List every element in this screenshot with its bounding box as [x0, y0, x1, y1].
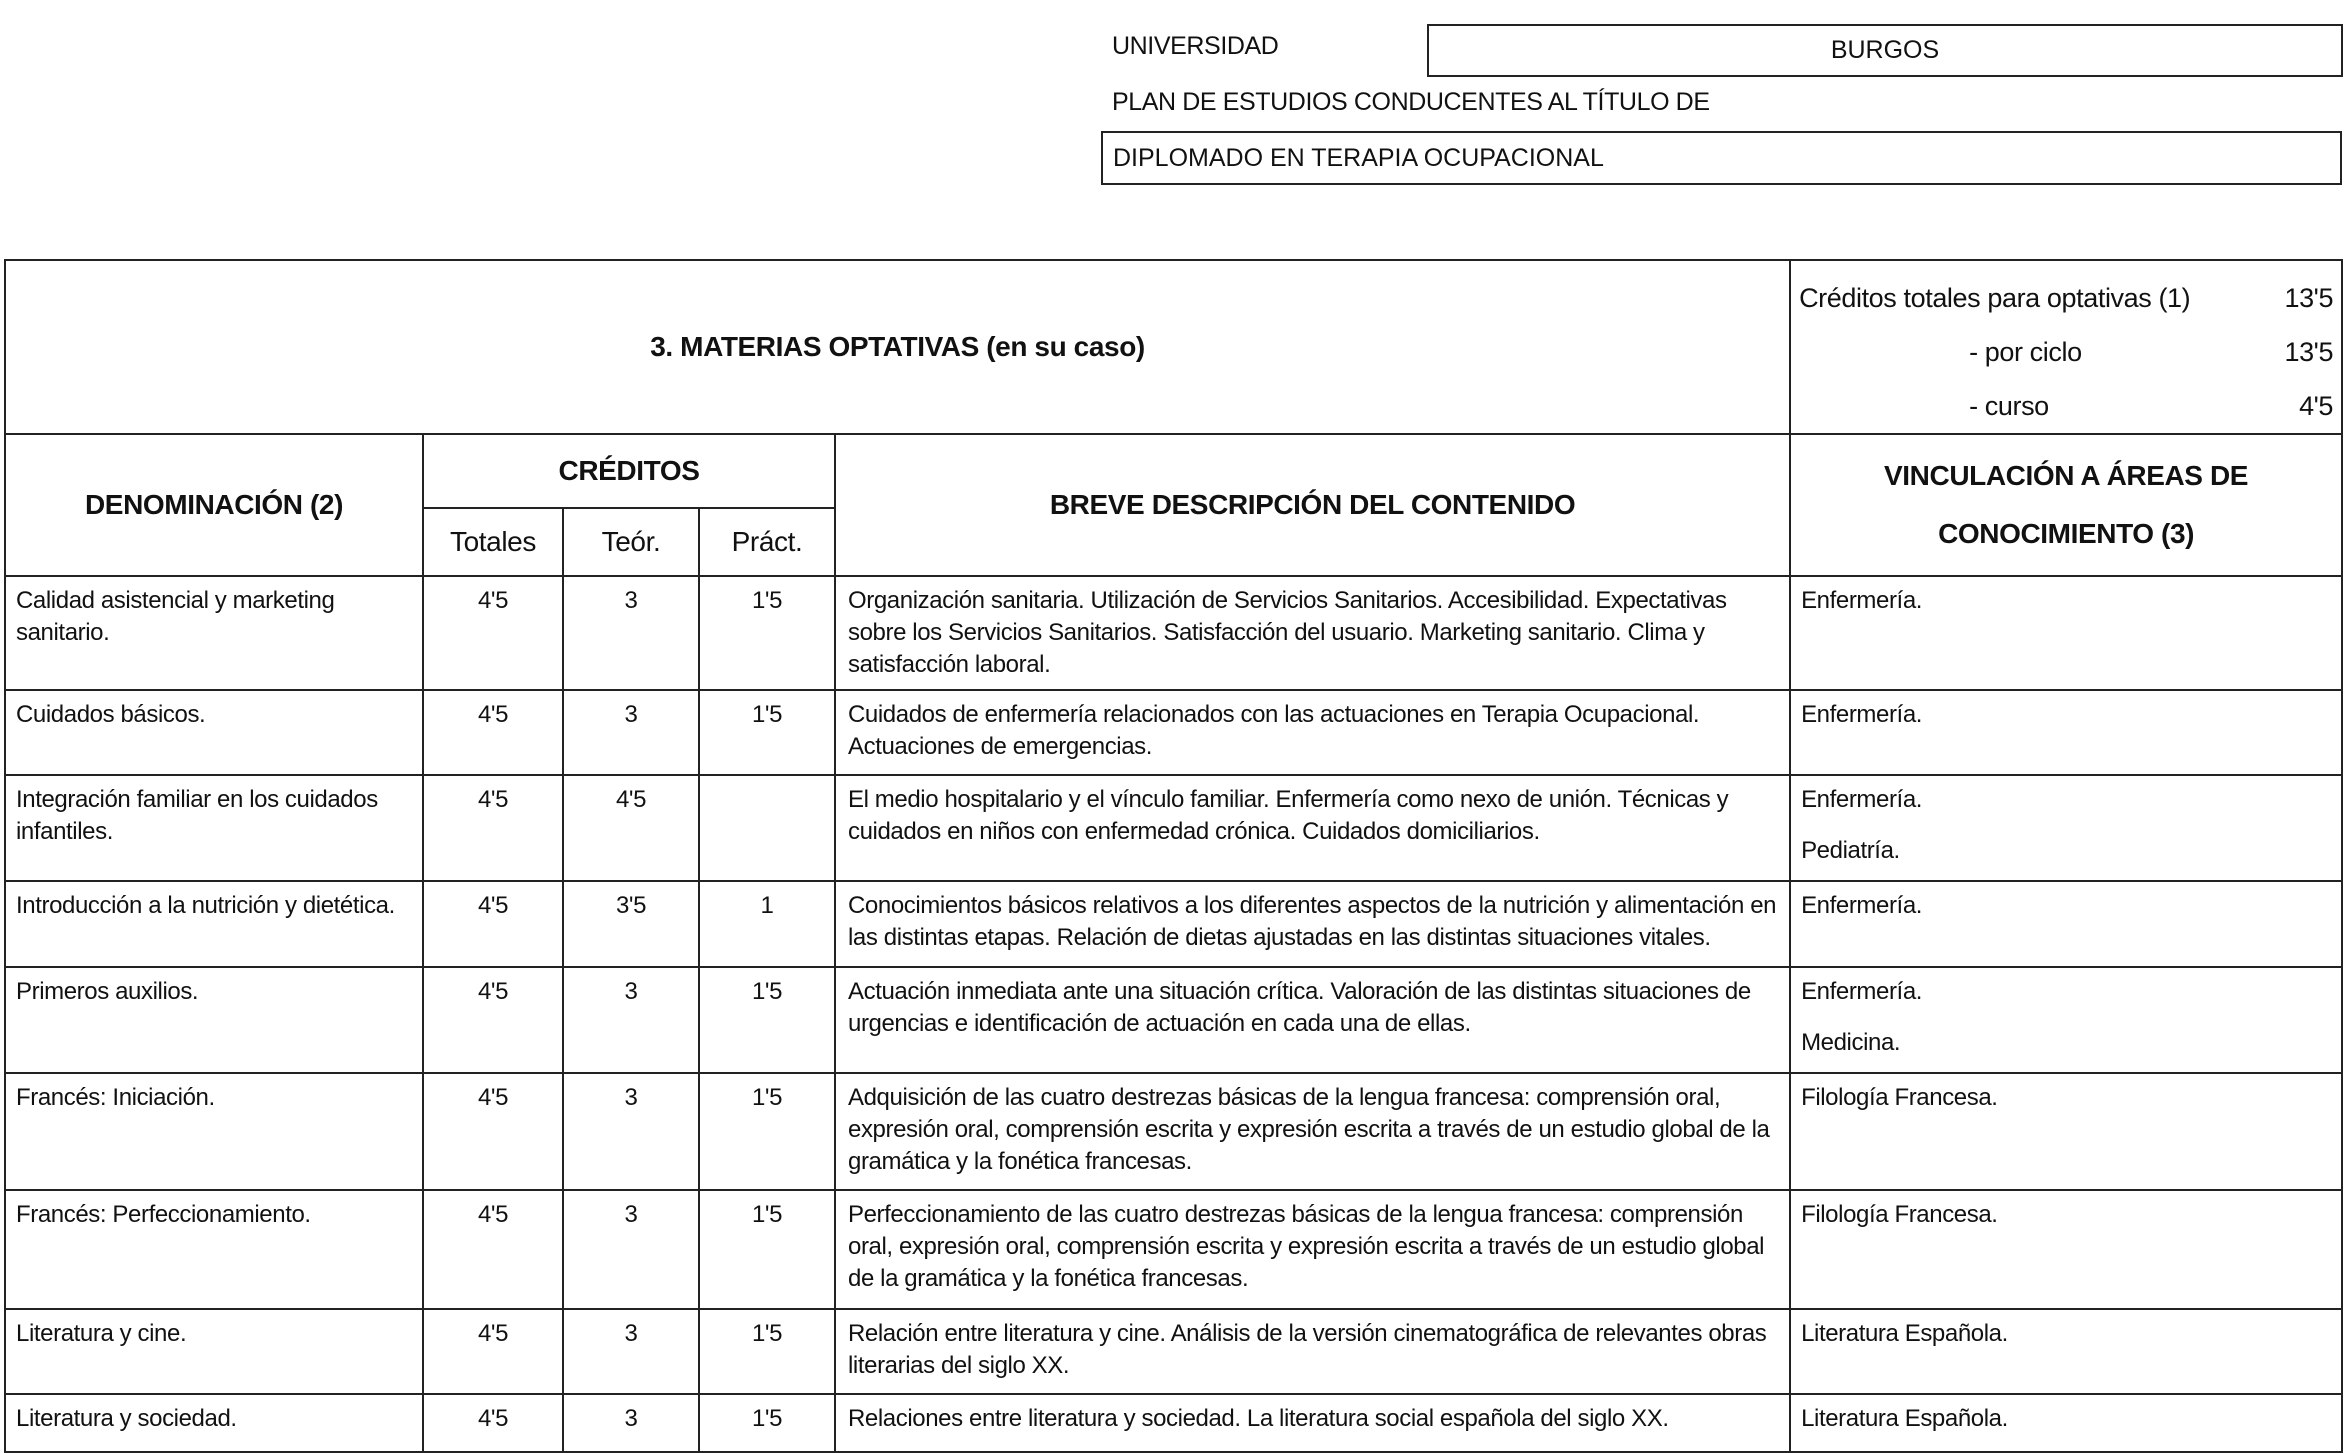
subject-description: Relaciones entre literatura y sociedad. La literatura social española del siglo XX.: [835, 1394, 1790, 1452]
knowledge-areas: [1790, 690, 2342, 775]
credits-per-cycle-row: [1799, 325, 2333, 379]
university-label: UNIVERSIDAD: [1112, 32, 1279, 60]
subject-description: Perfeccionamiento de las cuatro destrezas básicas de la lengua francesa: comprensión oral, expresión oral, comprensión escrita y expresión escrita a través de un estudio global de la gramática y la fonética francesas.: [835, 1190, 1790, 1309]
col-vinculacion: [1790, 434, 2342, 576]
credits-per-course-row: [1799, 379, 2333, 433]
credits-totales: 4'5: [423, 1309, 563, 1394]
subject-description: Relación entre literatura y cine. Análisis de la versión cinematográfica de relevantes obras literarias del siglo XX.: [835, 1309, 1790, 1394]
credits-totales: 4'5: [423, 775, 563, 881]
credits-total-value: 13'5: [2284, 283, 2334, 313]
subject-name: Integración familiar en los cuidados infantiles.: [5, 775, 423, 881]
table-row: [5, 1073, 2342, 1190]
table-row: [5, 967, 2342, 1073]
credits-total-row: [1799, 271, 2333, 325]
knowledge-area: Enfermería.: [1801, 786, 1923, 813]
col-vinculacion-line2: CONOCIMIENTO (3): [1938, 518, 2195, 549]
table-row: [5, 1309, 2342, 1394]
credits-teor: 4'5: [563, 775, 699, 881]
subject-name: Literatura y sociedad.: [5, 1394, 423, 1452]
table-row: [5, 1190, 2342, 1309]
credits-per-cycle-value: 13'5: [2284, 337, 2334, 367]
credits-per-cycle-label: - por ciclo: [1969, 337, 2082, 367]
col-vinculacion-line1: VINCULACIÓN A ÁREAS DE: [1884, 460, 2249, 491]
credits-totales: 4'5: [423, 1190, 563, 1309]
subject-description: Organización sanitaria. Utilización de Servicios Sanitarios. Accesibilidad. Expectativas sobre los Servicios Sanitarios. Satisfacción del usuario. Marketing sanitario. Clima y satisfacción laboral.: [835, 576, 1790, 690]
knowledge-areas: [1790, 1073, 2342, 1190]
knowledge-area: Enfermería.: [1801, 978, 1923, 1005]
knowledge-area: Medicina.: [1801, 1029, 1901, 1056]
subject-name: Introducción a la nutrición y dietética.: [5, 881, 423, 967]
credits-pract: 1'5: [699, 967, 835, 1073]
plan-label: PLAN DE ESTUDIOS CONDUCENTES AL TÍTULO DE: [1112, 88, 1710, 116]
subject-name: Primeros auxilios.: [5, 967, 423, 1073]
subject-name: Calidad asistencial y marketing sanitario.: [5, 576, 423, 690]
credits-pract: [699, 775, 835, 881]
degree-value-box: [1101, 131, 2342, 185]
knowledge-areas: [1790, 967, 2342, 1073]
table-row: [5, 576, 2342, 690]
credits-pract: 1'5: [699, 1394, 835, 1452]
knowledge-area: Literatura Española.: [1801, 1405, 2008, 1432]
subject-name: Francés: Iniciación.: [5, 1073, 423, 1190]
knowledge-areas: [1790, 881, 2342, 967]
col-denominacion: DENOMINACIÓN (2): [5, 434, 423, 576]
optional-subjects-table: [4, 259, 2343, 1453]
credits-totales: 4'5: [423, 1073, 563, 1190]
credits-teor: 3: [563, 1073, 699, 1190]
credits-per-course-value: 4'5: [2299, 391, 2334, 421]
credits-pract: 1'5: [699, 576, 835, 690]
credits-pract: 1'5: [699, 1073, 835, 1190]
credits-totales: 4'5: [423, 576, 563, 690]
subject-description: Cuidados de enfermería relacionados con las actuaciones en Terapia Ocupacional. Actuaciones de emergencias.: [835, 690, 1790, 775]
subject-name: Cuidados básicos.: [5, 690, 423, 775]
credits-teor: 3: [563, 967, 699, 1073]
col-totales: Totales: [423, 508, 563, 576]
credits-totales: 4'5: [423, 1394, 563, 1452]
credits-total-label: Créditos totales para optativas (1): [1799, 283, 2191, 313]
subject-description: Actuación inmediata ante una situación crítica. Valoración de las distintas situaciones de urgencias e identificación de actuación en cada una de ellas.: [835, 967, 1790, 1073]
knowledge-area: Pediatría.: [1801, 837, 1900, 864]
knowledge-areas: [1790, 1394, 2342, 1452]
credits-teor: 3: [563, 1394, 699, 1452]
university-value: BURGOS: [1830, 36, 1940, 64]
knowledge-area: Filología Francesa.: [1801, 1201, 1998, 1228]
credits-totales: 4'5: [423, 690, 563, 775]
col-pract: Práct.: [699, 508, 835, 576]
knowledge-areas: [1790, 775, 2342, 881]
section-title: 3. MATERIAS OPTATIVAS (en su caso): [5, 260, 1790, 434]
credits-teor: 3: [563, 1190, 699, 1309]
table-row: [5, 881, 2342, 967]
credits-totales: 4'5: [423, 881, 563, 967]
subject-name: Literatura y cine.: [5, 1309, 423, 1394]
table-row: [5, 1394, 2342, 1452]
col-descripcion: BREVE DESCRIPCIÓN DEL CONTENIDO: [835, 434, 1790, 576]
table-row: [5, 775, 2342, 881]
credits-totals: [1790, 260, 2342, 434]
knowledge-area: Enfermería.: [1801, 701, 1923, 728]
credits-pract: 1: [699, 881, 835, 967]
subject-description: Adquisición de las cuatro destrezas básicas de la lengua francesa: comprensión oral, expresión oral, comprensión escrita y expresión escrita a través de un estudio global de la gramática y la fonética francesas.: [835, 1073, 1790, 1190]
credits-pract: 1'5: [699, 1190, 835, 1309]
subject-description: El medio hospitalario y el vínculo familiar. Enfermería como nexo de unión. Técnicas y cuidados en niños con enfermedad crónica. Cuidados domiciliarios.: [835, 775, 1790, 881]
credits-totales: 4'5: [423, 967, 563, 1073]
table-row: [5, 690, 2342, 775]
university-value-box: [1427, 24, 2343, 77]
credits-pract: 1'5: [699, 1309, 835, 1394]
subject-description: Conocimientos básicos relativos a los diferentes aspectos de la nutrición y alimentación en las distintas etapas. Relación de dietas ajustadas en las distintas situaciones vitales.: [835, 881, 1790, 967]
col-creditos: CRÉDITOS: [423, 434, 835, 508]
credits-teor: 3: [563, 690, 699, 775]
knowledge-area: Literatura Española.: [1801, 1320, 2008, 1347]
subject-name: Francés: Perfeccionamiento.: [5, 1190, 423, 1309]
credits-teor: 3: [563, 1309, 699, 1394]
knowledge-area: Enfermería.: [1801, 892, 1923, 919]
degree-value: DIPLOMADO EN TERAPIA OCUPACIONAL: [1113, 143, 1604, 172]
knowledge-areas: [1790, 576, 2342, 690]
knowledge-areas: [1790, 1309, 2342, 1394]
knowledge-area: Enfermería.: [1801, 587, 1923, 614]
credits-per-course-label: - curso: [1969, 391, 2049, 421]
credits-pract: 1'5: [699, 690, 835, 775]
credits-teor: 3: [563, 576, 699, 690]
knowledge-area: Filología Francesa.: [1801, 1084, 1998, 1111]
col-teor: Teór.: [563, 508, 699, 576]
credits-teor: 3'5: [563, 881, 699, 967]
knowledge-areas: [1790, 1190, 2342, 1309]
